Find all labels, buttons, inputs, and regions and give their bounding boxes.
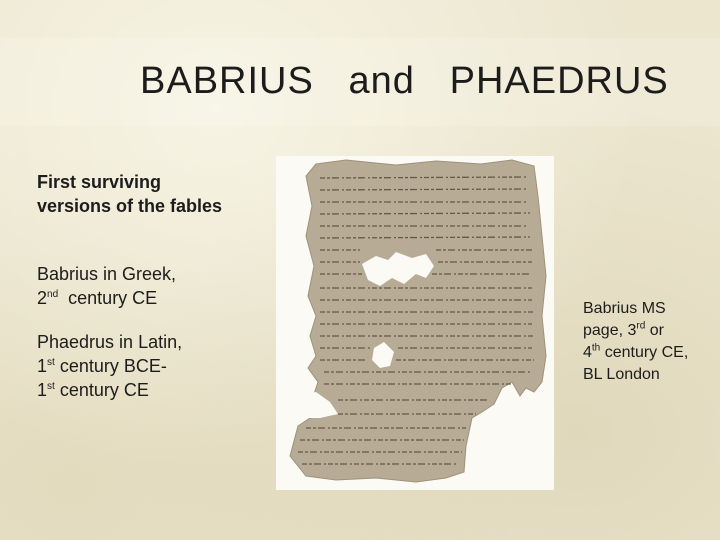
- caption-part2: or: [649, 322, 664, 339]
- babrius-line1: Babrius in Greek,: [37, 264, 177, 284]
- phaedrus-century1-suffix: st: [47, 357, 55, 368]
- phaedrus-century2-text: century CE: [59, 380, 149, 400]
- babrius-century-suffix: nd: [47, 289, 59, 300]
- caption-part1: Babrius MS page, 3: [583, 300, 666, 339]
- caption-ordinal-2: th: [591, 342, 601, 354]
- caption-part4: century CE, BL London: [583, 344, 689, 383]
- babrius-century-number: 2: [37, 288, 48, 308]
- babrius-century-text: century CE: [68, 288, 158, 308]
- babrius-text: [37, 262, 247, 310]
- phaedrus-century1-text: century BCE-: [59, 356, 167, 376]
- manuscript-image: [276, 156, 554, 490]
- intro-text: First surviving versions of the fables: [37, 172, 223, 216]
- caption-part3: 4: [583, 344, 592, 361]
- title-babrius: BABRIUS: [140, 60, 314, 102]
- phaedrus-text: [37, 330, 247, 402]
- title-and: and: [348, 60, 415, 102]
- phaedrus-century2-number: 1: [37, 380, 48, 400]
- phaedrus-century2-suffix: st: [47, 381, 55, 392]
- phaedrus-century1-number: 1: [37, 356, 48, 376]
- papyrus-fragment: [276, 156, 554, 490]
- title-phaedrus: PHAEDRUS: [449, 60, 669, 102]
- manuscript-caption: [583, 298, 693, 386]
- phaedrus-line1: Phaedrus in Latin,: [37, 332, 183, 352]
- slide-title: [140, 60, 669, 103]
- caption-ordinal-1: rd: [636, 320, 646, 332]
